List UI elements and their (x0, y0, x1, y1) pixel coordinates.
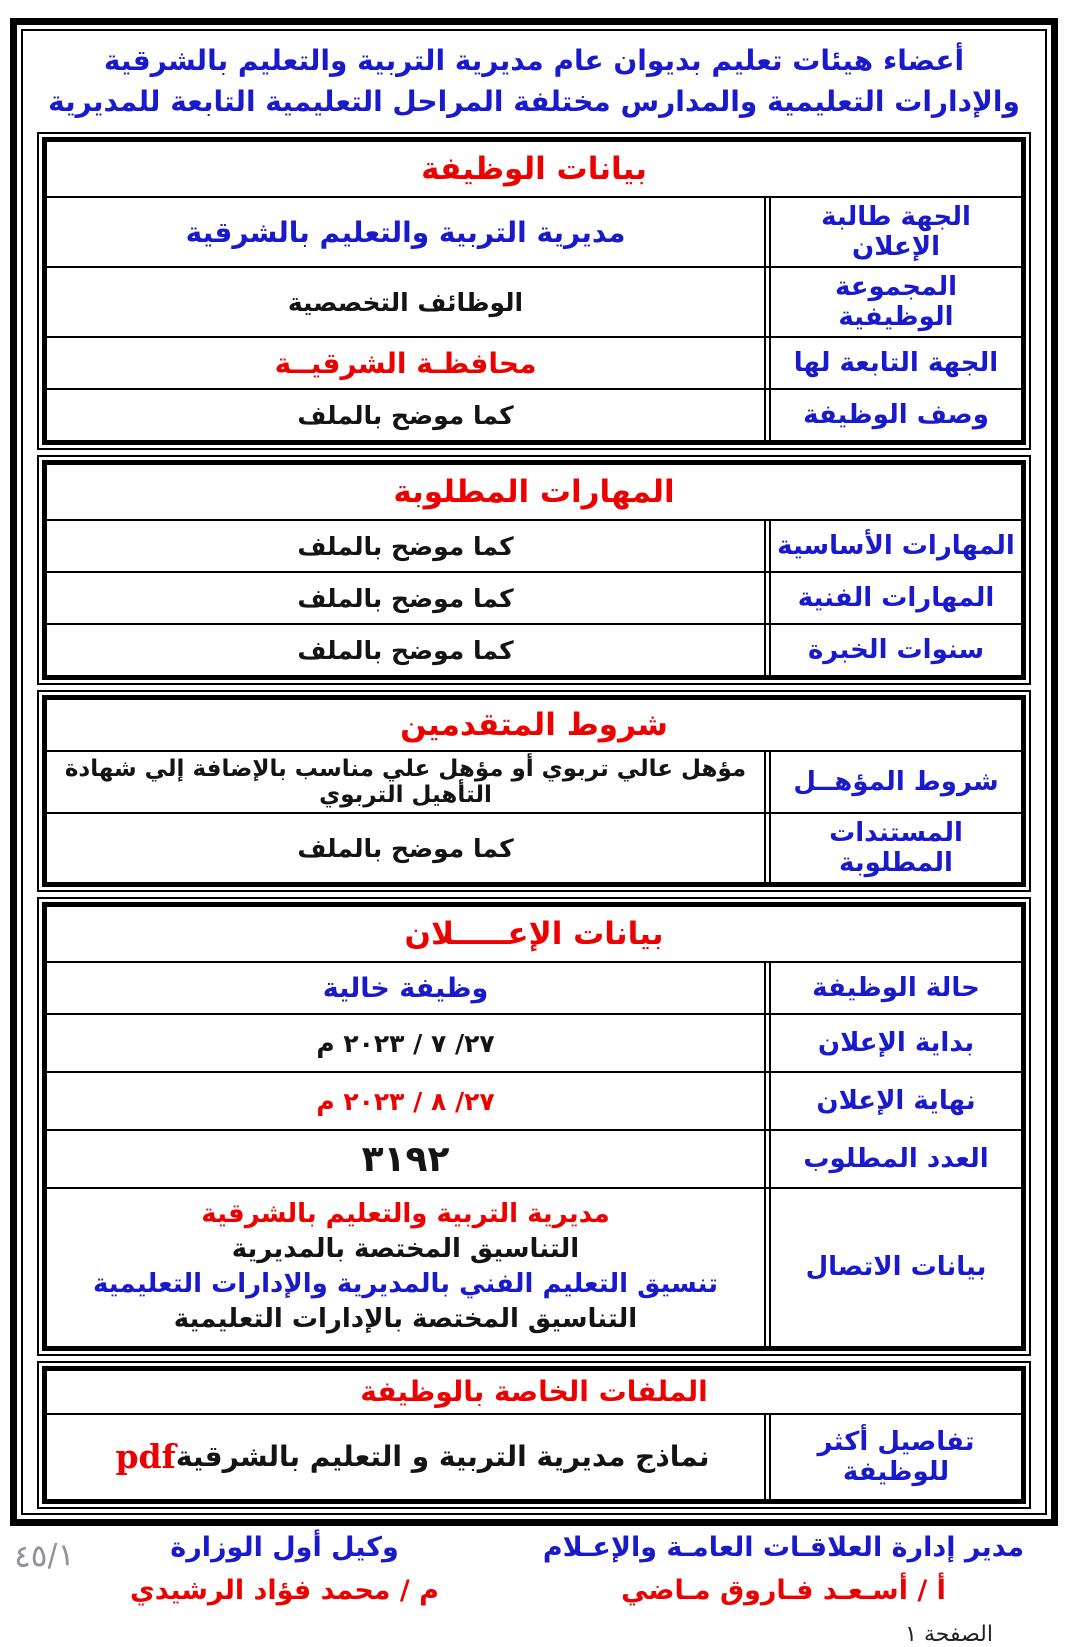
label-basic-skills: المهارات الأساسية (769, 521, 1021, 571)
signature-left-name: م / محمد فؤاد الرشيدي (130, 1574, 439, 1606)
label-announcement-start: بداية الإعلان (769, 1015, 1021, 1071)
contact-line-directorate: مديرية التربية والتعليم بالشرقية (201, 1199, 610, 1230)
table-row (47, 1129, 1021, 1187)
table-row (47, 266, 1021, 336)
label-announcement-end: نهاية الإعلان (769, 1073, 1021, 1129)
label-technical-skills: المهارات الفنية (769, 573, 1021, 623)
signature-right (534, 1526, 1033, 1612)
table-row (47, 1013, 1021, 1071)
section-required-skills (37, 455, 1031, 685)
table-row (47, 1413, 1021, 1499)
table-row (47, 519, 1021, 571)
value-qualification-conditions: مؤهل عالي تربوي أو مؤهل علي مناسب بالإضافة إلي شهادة التأهيل التربوي (47, 752, 766, 812)
value-more-details (47, 1415, 766, 1499)
label-job-status: حالة الوظيفة (769, 963, 1021, 1013)
section-title-required-skills: المهارات المطلوبة (393, 474, 675, 511)
signature-left (35, 1526, 534, 1612)
table-row (47, 196, 1021, 266)
pdf-label: pdf (115, 1437, 176, 1477)
value-technical-skills: كما موضح بالملف (47, 573, 766, 623)
value-announcement-end-date: ٢٧/ ٨ / ٢٠٢٣ م (47, 1073, 766, 1129)
table-row (47, 1187, 1021, 1345)
section-applicant-conditions (37, 690, 1031, 892)
document-title: أعضاء هيئات تعليم بديوان عام مديرية التربية والتعليم بالشرقية والإدارات التعليمية والمدارس مختلفة المراحل التعليمية التابعة للمديرية (48, 44, 1020, 118)
value-job-group: الوظائف التخصصية (47, 268, 766, 336)
section-title-job-data: بيانات الوظيفة (421, 151, 647, 188)
label-job-description: وصف الوظيفة (769, 390, 1021, 440)
table-row (47, 623, 1021, 675)
label-requesting-entity: الجهة طالبة الإعلان (769, 198, 1021, 266)
section-title-applicant-conditions: شروط المتقدمين (400, 707, 668, 744)
contact-line-admin-coordination: التناسيق المختصة بالإدارات التعليمية (173, 1304, 638, 1335)
table-row (47, 961, 1021, 1013)
page-number: الصفحة ١ (905, 1621, 993, 1647)
label-contact-info: بيانات الاتصال (769, 1189, 1021, 1345)
value-announcement-start-date: ٢٧/ ٧ / ٢٠٢٣ م (47, 1015, 766, 1071)
value-requesting-entity: مديرية التربية والتعليم بالشرقية (47, 198, 766, 266)
section-job-data (37, 132, 1031, 450)
label-required-count: العدد المطلوب (769, 1131, 1021, 1187)
label-parent-entity: الجهة التابعة لها (769, 338, 1021, 388)
value-parent-entity: محافظـة الشرقيــة (47, 338, 766, 388)
value-required-count: ٣١٩٢ (47, 1131, 766, 1187)
label-more-details: تفاصيل أكثر للوظيفة (769, 1415, 1021, 1499)
table-row (47, 388, 1021, 440)
label-qualification-conditions: شروط المؤهــل (769, 752, 1021, 812)
table-row (47, 1071, 1021, 1129)
section-job-files (37, 1361, 1031, 1509)
contact-line-directorate-coordination: التناسيق المختصة بالمديرية (231, 1234, 580, 1265)
signature-right-title: مدير إدارة العلاقـات العامـة والإعـلام (542, 1531, 1025, 1563)
section-title-announcement-data: بيانات الإعـــــلان (404, 916, 664, 953)
label-job-group: المجموعة الوظيفية (769, 268, 1021, 336)
value-basic-skills: كما موضح بالملف (47, 521, 766, 571)
table-row (47, 812, 1021, 882)
table-row (47, 750, 1021, 812)
signature-footer (35, 1514, 1033, 1612)
label-required-documents: المستندات المطلوبة (769, 814, 1021, 882)
section-title-job-files: الملفات الخاصة بالوظيفة (360, 1375, 708, 1409)
job-files-value-text: نماذج مديرية التربية و التعليم بالشرقية (175, 1440, 710, 1474)
section-announcement-data (37, 897, 1031, 1355)
value-contact-info (47, 1189, 766, 1345)
value-years-experience: كما موضح بالملف (47, 625, 766, 675)
label-years-experience: سنوات الخبرة (769, 625, 1021, 675)
signature-left-title: وكيل أول الوزارة (170, 1531, 399, 1563)
handwritten-page-annotation: ٤٥/١ (13, 1536, 76, 1576)
value-job-description: كما موضح بالملف (47, 390, 766, 440)
value-job-status: وظيفة خالية (47, 963, 766, 1013)
table-row (47, 336, 1021, 388)
table-row (47, 571, 1021, 623)
value-required-documents: كما موضح بالملف (47, 814, 766, 882)
signature-right-name: أ / أسـعـد فـاروق مـاضي (621, 1574, 946, 1606)
contact-line-technical-education-coordination: تنسيق التعليم الفني بالمديرية والإدارات التعليمية (93, 1269, 718, 1300)
